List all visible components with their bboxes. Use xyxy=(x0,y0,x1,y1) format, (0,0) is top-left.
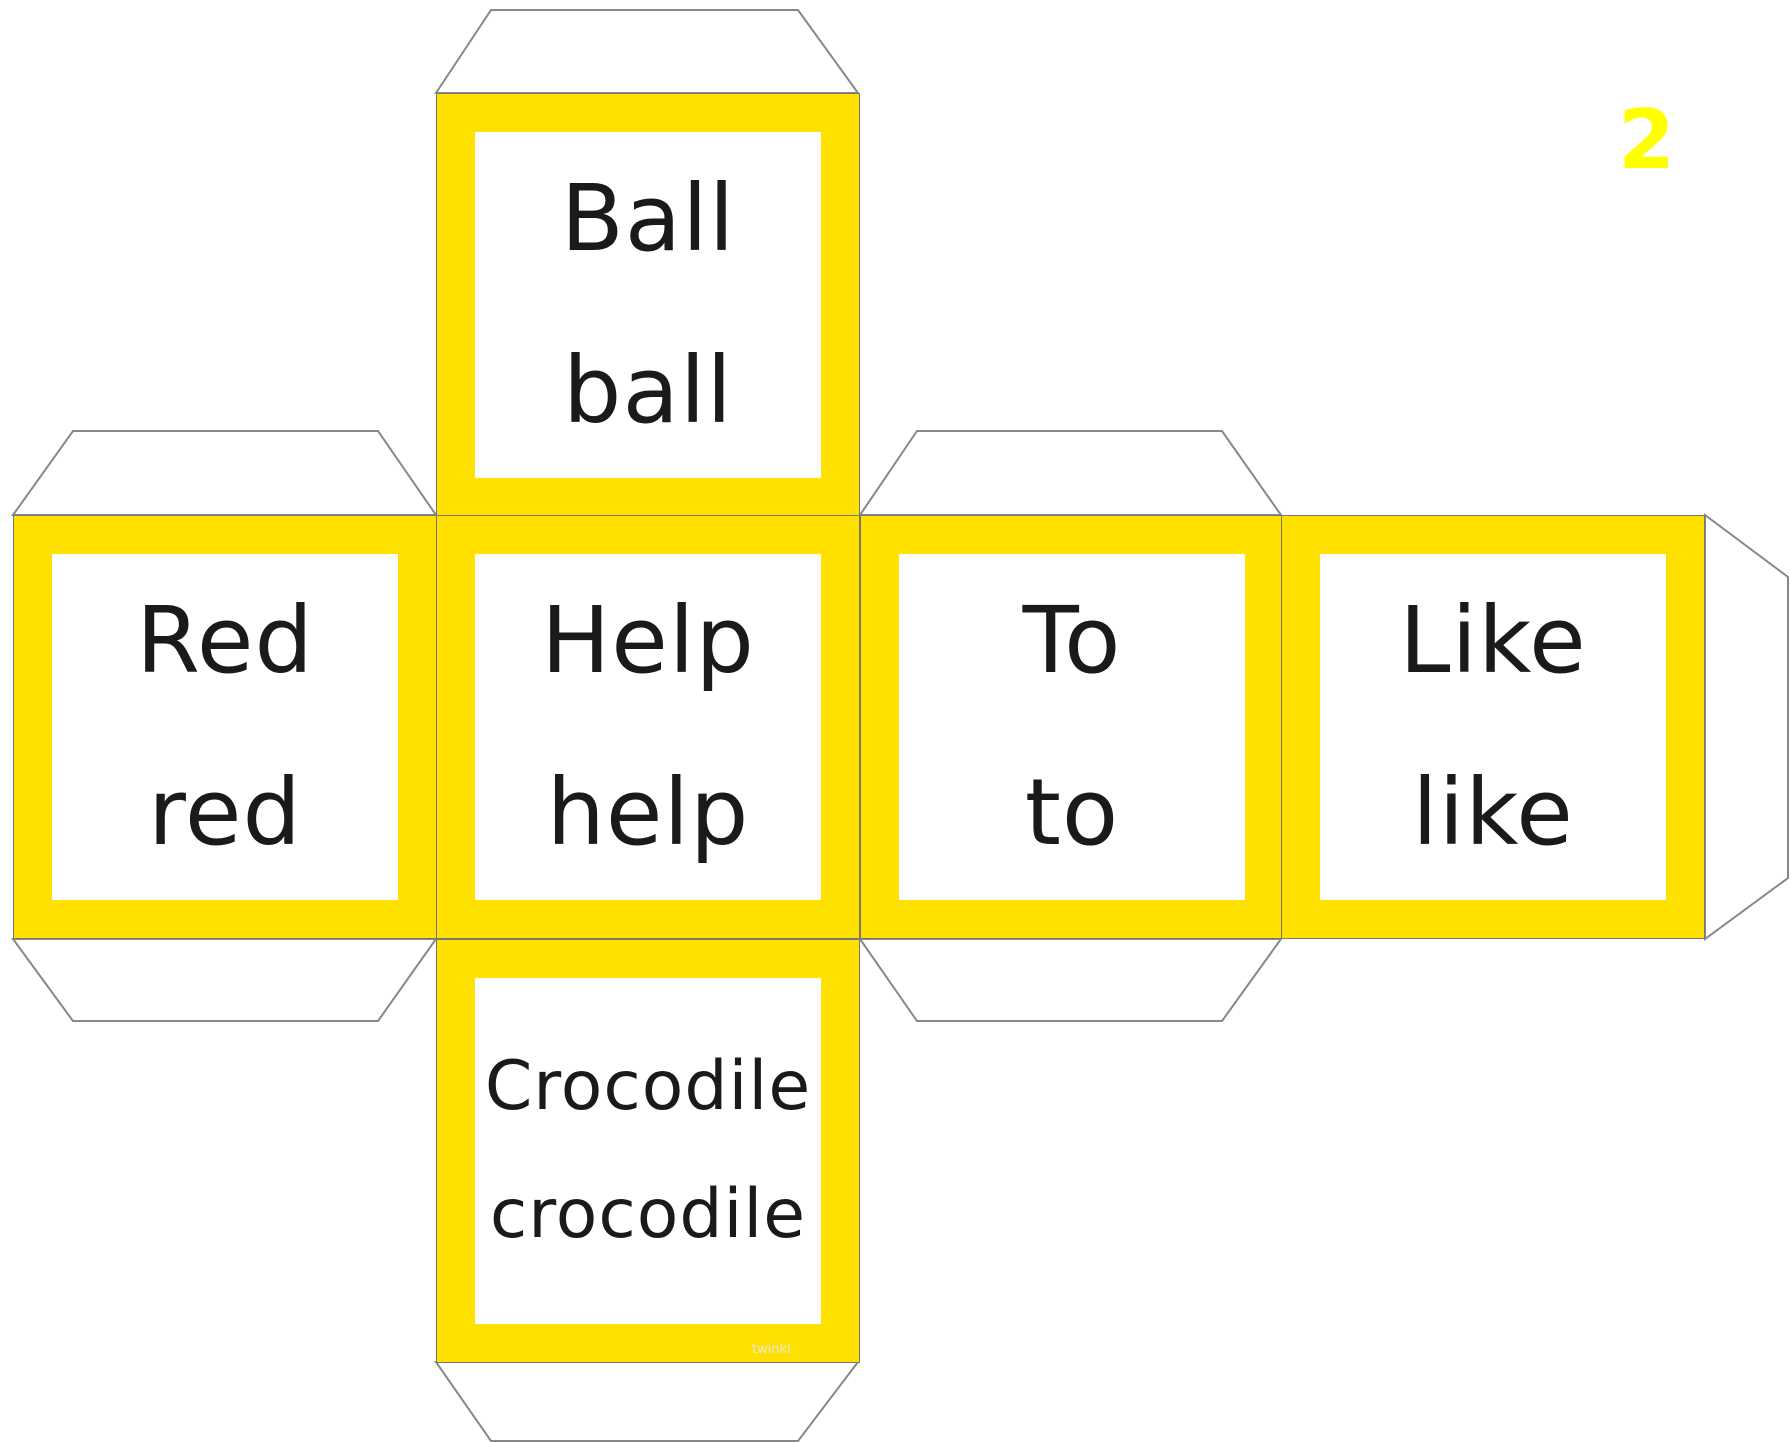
word-upper: Help xyxy=(541,587,755,694)
face-bottom xyxy=(436,939,860,1363)
face-far-right xyxy=(1281,515,1705,939)
glue-tab-side xyxy=(1705,515,1788,939)
glue-tab-right-top xyxy=(860,431,1281,515)
sheet-number: 2 xyxy=(1618,93,1676,188)
glue-tab-bottom xyxy=(436,1362,858,1441)
word-lower: to xyxy=(1024,759,1120,866)
glue-tab-top xyxy=(436,10,858,93)
face-top xyxy=(436,93,860,517)
word-upper: Red xyxy=(136,587,314,694)
glue-tab-left-bottom xyxy=(13,939,436,1021)
word-lower: ball xyxy=(563,337,733,444)
word-lower: red xyxy=(148,759,302,866)
face-right-inner xyxy=(899,554,1245,900)
face-right xyxy=(860,515,1284,939)
face-bottom-inner xyxy=(475,978,821,1324)
word-upper: Crocodile xyxy=(484,1047,812,1126)
word-upper: Ball xyxy=(560,165,736,272)
word-lower: like xyxy=(1412,759,1574,866)
watermark-logo: twinkl xyxy=(752,1342,791,1357)
face-center xyxy=(436,515,860,939)
face-far-right-inner xyxy=(1320,554,1666,900)
word-lower: crocodile xyxy=(489,1175,807,1254)
word-upper: To xyxy=(1022,587,1122,694)
face-center-inner xyxy=(475,554,821,900)
word-upper: Like xyxy=(1399,587,1587,694)
face-left xyxy=(13,515,437,939)
glue-tab-right-bottom xyxy=(860,939,1281,1021)
word-lower: help xyxy=(546,759,750,866)
glue-tab-left-top xyxy=(13,431,436,515)
face-top-inner xyxy=(475,132,821,478)
face-left-inner xyxy=(52,554,398,900)
